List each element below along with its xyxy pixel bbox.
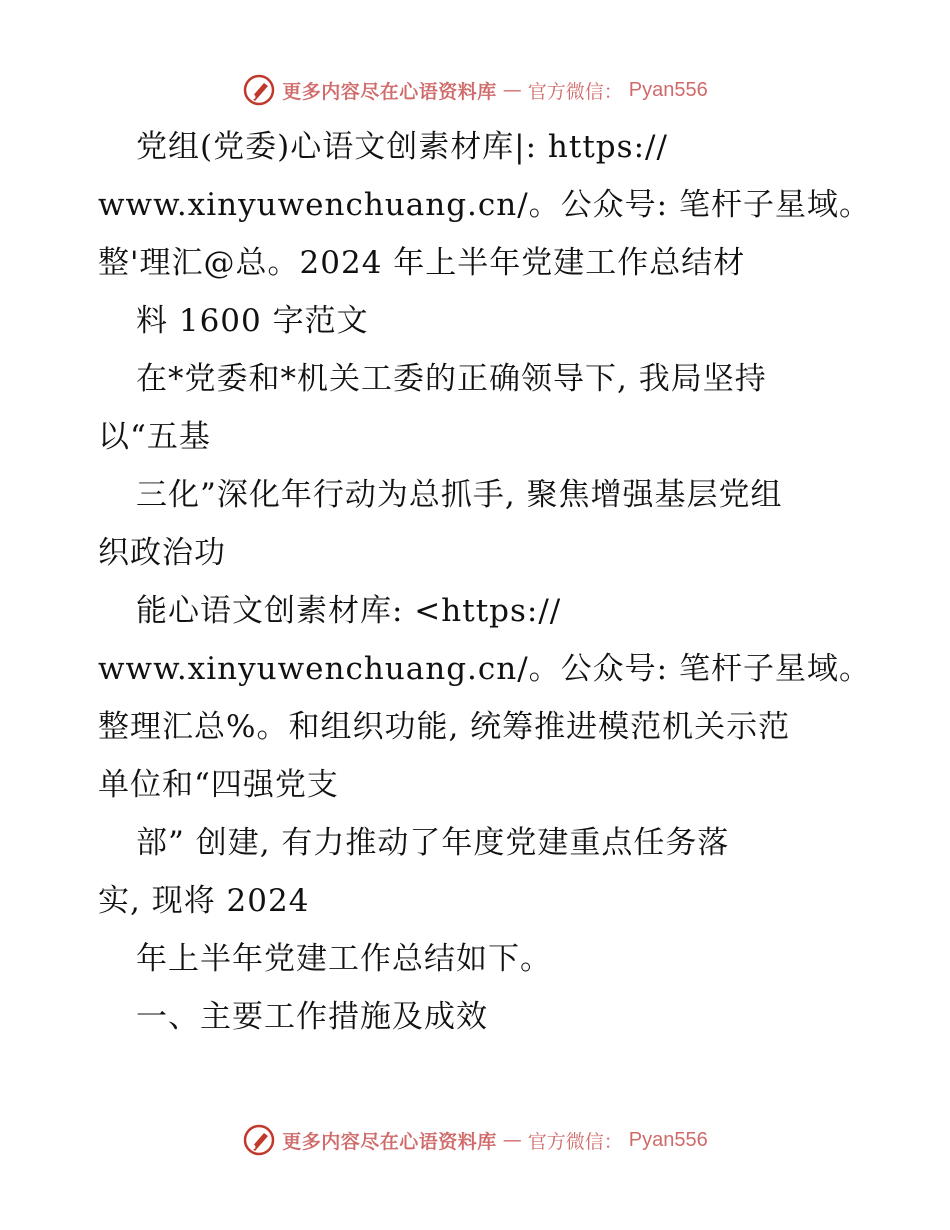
text-line: 部” 创建, 有力推动了年度党建重点任务落 xyxy=(136,825,730,861)
text-line: 以“五基 xyxy=(98,419,211,455)
footer-banner xyxy=(0,1120,950,1160)
text-line: www.xinyuwenchuang.cn/。公众号: 笔杆子星域。 xyxy=(98,187,871,223)
banner-separator: — xyxy=(502,79,522,101)
section-heading: 一、主要工作措施及成效 xyxy=(136,999,488,1035)
text-line: 单位和“四强党支 xyxy=(98,767,339,803)
text-line: 织政治功 xyxy=(98,535,226,571)
header-banner xyxy=(0,70,950,110)
banner-promo-text: 更多内容尽在心语资料库 xyxy=(282,80,497,103)
text-line: 实, 现将 2024 xyxy=(98,883,310,919)
banner-wechat-label: 官方微信： xyxy=(527,80,623,103)
text-line: 料 1600 字范文 xyxy=(136,303,369,339)
banner-promo-text: 更多内容尽在心语资料库 xyxy=(282,1130,497,1153)
pen-logo-icon xyxy=(242,73,276,107)
text-line: 整理汇总%。和组织功能, 统筹推进模范机关示范 xyxy=(98,709,791,745)
pen-logo-icon xyxy=(242,1123,276,1157)
text-line: 在*党委和*机关工委的正确领导下, 我局坚持 xyxy=(136,361,767,397)
text-line: 年上半年党建工作总结如下。 xyxy=(136,941,552,977)
banner-wechat-id: Pyan556 xyxy=(628,78,708,101)
document-body xyxy=(98,118,898,1046)
text-line: 三化”深化年行动为总抓手, 聚焦增强基层党组 xyxy=(136,477,783,513)
text-line: 整'理汇@总。2024 年上半年党建工作总结材 xyxy=(98,245,746,281)
text-line: www.xinyuwenchuang.cn/。公众号: 笔杆子星域。 xyxy=(98,651,871,687)
text-line: 能心语文创素材库: <https:// xyxy=(136,593,562,629)
banner-separator: — xyxy=(502,1129,522,1151)
banner-wechat-label: 官方微信： xyxy=(527,1130,623,1153)
banner-wechat-id: Pyan556 xyxy=(628,1128,708,1151)
text-line: 党组(党委)心语文创素材库|: https:// xyxy=(136,129,668,165)
